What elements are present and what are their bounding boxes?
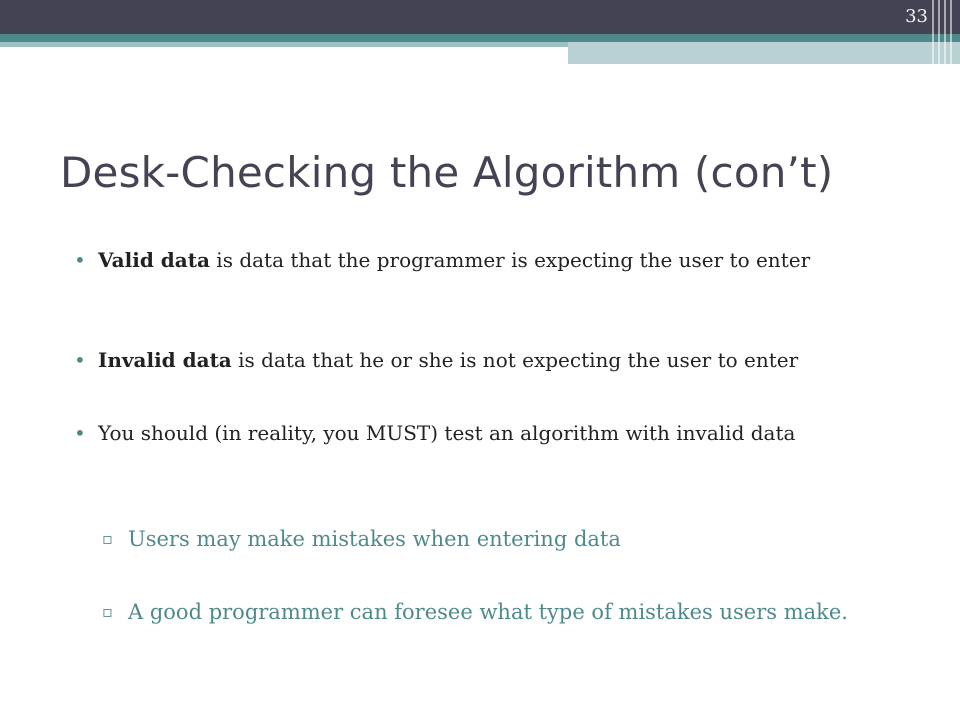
page-number: 33 [905, 6, 928, 27]
header-band-dark [0, 0, 960, 34]
bullet-rest: You should (in reality, you MUST) test an algorithm with invalid data [98, 421, 796, 445]
bullet-text [74, 345, 894, 375]
bullet-text [74, 418, 894, 448]
bullet-item [74, 418, 894, 448]
sub-bullet-item [102, 597, 882, 627]
bullet-dot-icon: • [74, 248, 86, 272]
header-band-light [0, 42, 568, 47]
sub-bullet-text: A good programmer can foresee what type of mistakes users make. [128, 600, 848, 624]
sub-bullet-square-icon: ▫ [102, 529, 113, 548]
header-band-teal [0, 34, 960, 42]
header-band-light-right [568, 42, 960, 64]
bullet-item [74, 245, 894, 275]
slide-title: Desk-Checking the Algorithm (con’t) [60, 148, 834, 197]
sub-bullet-text: Users may make mistakes when entering data [128, 527, 621, 551]
bullet-dot-icon: • [74, 348, 86, 372]
bullet-bold-term: Valid data [98, 248, 210, 272]
sub-bullet-item [102, 524, 882, 554]
bullet-rest: is data that the programmer is expecting the user to enter [209, 248, 811, 272]
bullet-bold-term: Invalid data [98, 348, 232, 372]
bullet-item [74, 345, 894, 375]
bullet-text [74, 245, 894, 275]
bullet-rest: is data that he or she is not expecting the user to enter [231, 348, 799, 372]
bullet-dot-icon: • [74, 421, 86, 445]
header-edge-lines [930, 0, 960, 64]
sub-bullet-square-icon: ▫ [102, 602, 113, 621]
